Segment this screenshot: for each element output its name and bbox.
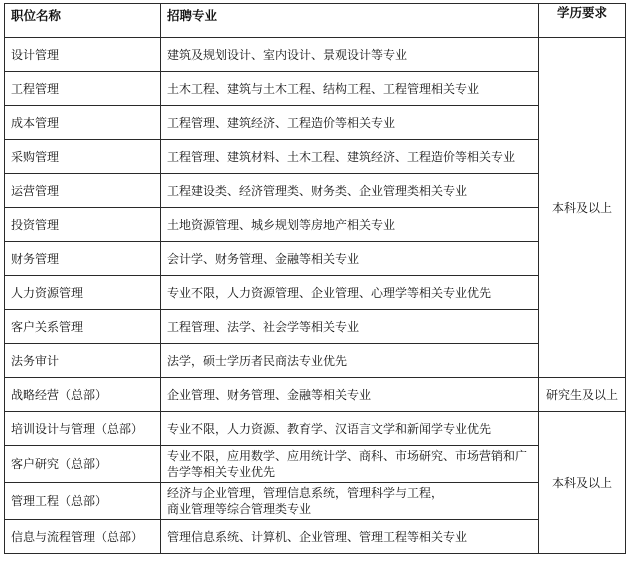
table-row — [5, 412, 626, 446]
education-cell: 本科及以上 — [539, 412, 626, 554]
table-row — [5, 106, 626, 140]
header-position: 职位名称 — [5, 4, 161, 38]
major-cell — [161, 483, 539, 520]
position-cell: 战略经营（总部） — [5, 378, 161, 412]
position-cell: 成本管理 — [5, 106, 161, 140]
position-cell: 人力资源管理 — [5, 276, 161, 310]
header-education: 学历要求 — [539, 4, 626, 38]
table-row — [5, 38, 626, 72]
major-cell: 土木工程、建筑与土木工程、结构工程、工程管理相关专业 — [161, 72, 539, 106]
table-row — [5, 483, 626, 520]
table-row — [5, 208, 626, 242]
table-row — [5, 72, 626, 106]
position-cell: 法务审计 — [5, 344, 161, 378]
position-cell: 工程管理 — [5, 72, 161, 106]
table-row — [5, 520, 626, 554]
position-cell: 培训设计与管理（总部） — [5, 412, 161, 446]
table-row — [5, 140, 626, 174]
table-header-row — [5, 4, 626, 38]
major-cell: 专业不限，人力资源管理、企业管理、心理学等相关专业优先 — [161, 276, 539, 310]
position-cell: 客户研究（总部） — [5, 446, 161, 483]
major-cell: 专业不限，人力资源、教育学、汉语言文学和新闻学专业优先 — [161, 412, 539, 446]
major-cell: 工程管理、建筑经济、工程造价等相关专业 — [161, 106, 539, 140]
recruitment-table — [4, 3, 626, 554]
major-cell: 工程管理、建筑材料、土木工程、建筑经济、工程造价等相关专业 — [161, 140, 539, 174]
major-cell: 土地资源管理、城乡规划等房地产相关专业 — [161, 208, 539, 242]
table-row — [5, 242, 626, 276]
major-cell: 建筑及规划设计、室内设计、景观设计等专业 — [161, 38, 539, 72]
major-cell: 专业不限，应用数学、应用统计学、商科、市场研究、市场营销和广告学等相关专业优先 — [161, 446, 539, 483]
position-cell: 投资管理 — [5, 208, 161, 242]
major-line: 商业管理等综合管理类专业 — [167, 502, 312, 516]
position-cell: 财务管理 — [5, 242, 161, 276]
header-major: 招聘专业 — [161, 4, 539, 38]
position-cell: 设计管理 — [5, 38, 161, 72]
table-row — [5, 344, 626, 378]
position-cell: 客户关系管理 — [5, 310, 161, 344]
table-row — [5, 276, 626, 310]
education-cell: 研究生及以上 — [539, 378, 626, 412]
education-cell: 本科及以上 — [539, 38, 626, 378]
table-row — [5, 446, 626, 483]
major-cell: 工程管理、法学、社会学等相关专业 — [161, 310, 539, 344]
position-cell: 管理工程（总部） — [5, 483, 161, 520]
major-line: 经济与企业管理，管理信息系统，管理科学与工程， — [167, 486, 444, 500]
table-row — [5, 174, 626, 208]
position-cell: 运营管理 — [5, 174, 161, 208]
position-cell: 信息与流程管理（总部） — [5, 520, 161, 554]
position-cell: 采购管理 — [5, 140, 161, 174]
major-cell: 企业管理、财务管理、金融等相关专业 — [161, 378, 539, 412]
table-row — [5, 310, 626, 344]
major-cell: 法学，硕士学历者民商法专业优先 — [161, 344, 539, 378]
major-cell: 会计学、财务管理、金融等相关专业 — [161, 242, 539, 276]
table-row — [5, 378, 626, 412]
major-cell: 工程建设类、经济管理类、财务类、企业管理类相关专业 — [161, 174, 539, 208]
major-cell: 管理信息系统、计算机、企业管理、管理工程等相关专业 — [161, 520, 539, 554]
